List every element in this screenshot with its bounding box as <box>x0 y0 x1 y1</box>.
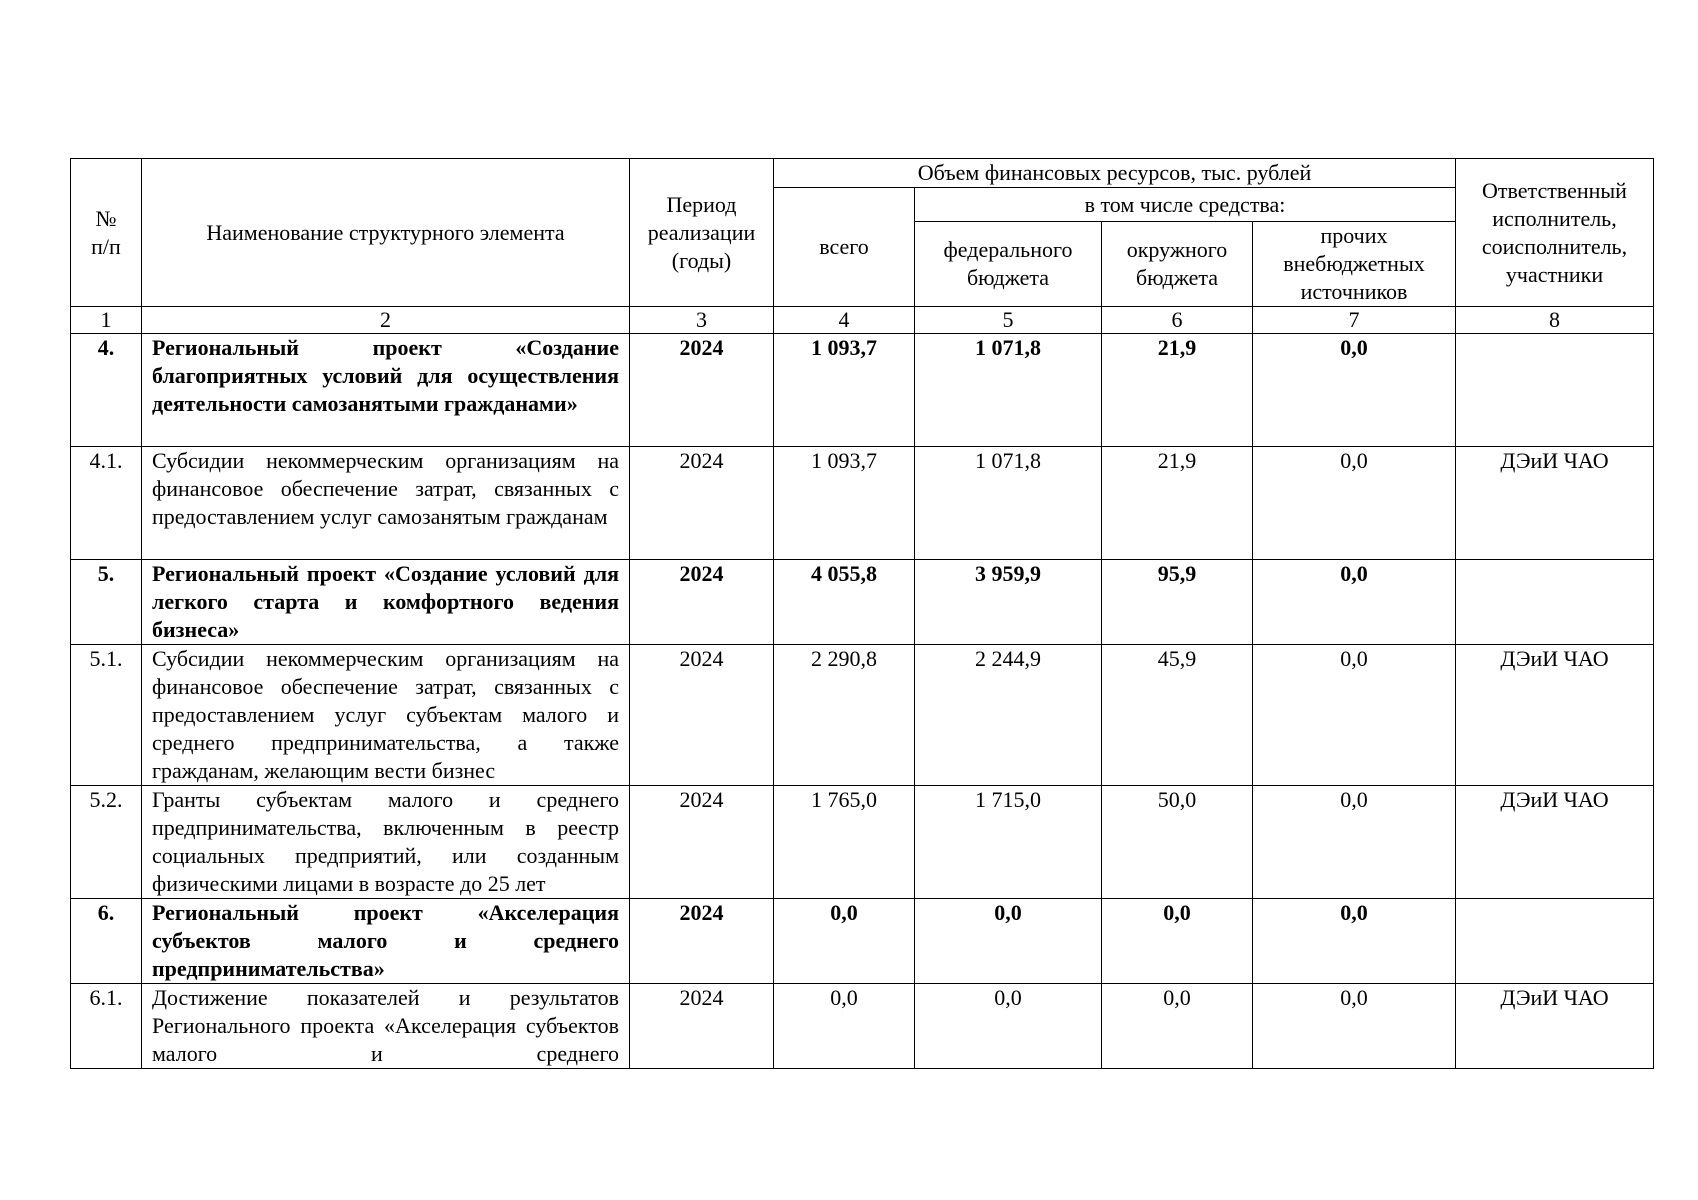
column-number: 3 <box>630 307 774 334</box>
row-number: 4.1. <box>71 447 142 560</box>
row-total: 4 055,8 <box>774 560 915 645</box>
row-responsible: ДЭиИ ЧАО <box>1456 447 1654 560</box>
row-total: 2 290,8 <box>774 645 915 786</box>
header-federal: федерального бюджета <box>915 222 1102 307</box>
row-district: 45,9 <box>1102 645 1253 786</box>
row-period: 2024 <box>630 899 774 984</box>
table-row <box>71 447 1654 560</box>
table-row <box>71 899 1654 984</box>
row-responsible: ДЭиИ ЧАО <box>1456 645 1654 786</box>
table-row <box>71 984 1654 1069</box>
row-name: Региональный проект «Акселерация субъектов малого и среднего предпринимательства» <box>142 899 630 984</box>
row-name: Субсидии некоммерческим организациям на финансовое обеспечение затрат, связанных с предоставлением услуг субъектам малого и среднего предпринимательства, а также гражданам, желающим вести бизнес <box>142 645 630 786</box>
row-federal: 2 244,9 <box>915 645 1102 786</box>
row-number: 4. <box>71 334 142 447</box>
header-total: всего <box>774 188 915 307</box>
row-federal: 1 715,0 <box>915 786 1102 899</box>
row-total: 1 765,0 <box>774 786 915 899</box>
row-responsible <box>1456 334 1654 447</box>
column-number: 1 <box>71 307 142 334</box>
column-number: 6 <box>1102 307 1253 334</box>
row-name: Субсидии некоммерческим организациям на финансовое обеспечение затрат, связанных с предоставлением услуг самозанятым гражданам <box>142 447 630 560</box>
row-district: 21,9 <box>1102 334 1253 447</box>
financing-table <box>70 158 1654 1069</box>
row-responsible: ДЭиИ ЧАО <box>1456 984 1654 1069</box>
row-responsible <box>1456 899 1654 984</box>
row-number: 6.1. <box>71 984 142 1069</box>
column-numbers-row <box>71 307 1654 334</box>
row-federal: 1 071,8 <box>915 447 1102 560</box>
row-name: Гранты субъектам малого и среднего предпринимательства, включенным в реестр социальных предприятий, или созданным физическими лицами в возрасте до 25 лет <box>142 786 630 899</box>
table-row <box>71 560 1654 645</box>
row-other: 0,0 <box>1253 786 1456 899</box>
header-period: Период реализации (годы) <box>630 159 774 307</box>
row-federal: 1 071,8 <box>915 334 1102 447</box>
row-number: 5.2. <box>71 786 142 899</box>
row-number: 5. <box>71 560 142 645</box>
column-number: 4 <box>774 307 915 334</box>
header-district: окружного бюджета <box>1102 222 1253 307</box>
row-period: 2024 <box>630 447 774 560</box>
header-no: № п/п <box>71 159 142 307</box>
row-other: 0,0 <box>1253 334 1456 447</box>
header-including: в том числе средства: <box>915 188 1456 222</box>
row-name: Региональный проект «Создание условий для легкого старта и комфортного ведения бизнеса» <box>142 560 630 645</box>
row-other: 0,0 <box>1253 984 1456 1069</box>
row-period: 2024 <box>630 786 774 899</box>
table-row <box>71 334 1654 447</box>
row-other: 0,0 <box>1253 645 1456 786</box>
row-other: 0,0 <box>1253 899 1456 984</box>
row-period: 2024 <box>630 984 774 1069</box>
table-row <box>71 645 1654 786</box>
row-total: 1 093,7 <box>774 447 915 560</box>
header-name: Наименование структурного элемента <box>142 159 630 307</box>
table-row <box>71 786 1654 899</box>
row-number: 6. <box>71 899 142 984</box>
row-name: Региональный проект «Создание благоприятных условий для осуществления деятельности самозанятыми гражданами» <box>142 334 630 447</box>
row-total: 1 093,7 <box>774 334 915 447</box>
row-district: 50,0 <box>1102 786 1253 899</box>
column-number: 8 <box>1456 307 1654 334</box>
row-period: 2024 <box>630 560 774 645</box>
row-total: 0,0 <box>774 984 915 1069</box>
row-responsible <box>1456 560 1654 645</box>
row-district: 0,0 <box>1102 984 1253 1069</box>
row-district: 21,9 <box>1102 447 1253 560</box>
row-district: 95,9 <box>1102 560 1253 645</box>
row-other: 0,0 <box>1253 560 1456 645</box>
row-number: 5.1. <box>71 645 142 786</box>
row-federal: 0,0 <box>915 984 1102 1069</box>
row-district: 0,0 <box>1102 899 1253 984</box>
row-period: 2024 <box>630 645 774 786</box>
row-responsible: ДЭиИ ЧАО <box>1456 786 1654 899</box>
header-responsible: Ответственный исполнитель, соисполнитель, участники <box>1456 159 1654 307</box>
column-number: 5 <box>915 307 1102 334</box>
header-other: прочих внебюджетных источников <box>1253 222 1456 307</box>
row-federal: 0,0 <box>915 899 1102 984</box>
row-period: 2024 <box>630 334 774 447</box>
row-federal: 3 959,9 <box>915 560 1102 645</box>
row-total: 0,0 <box>774 899 915 984</box>
row-name: Достижение показателей и результатов Регионального проекта «Акселерация субъектов малого и среднего <box>142 984 630 1069</box>
header-volume: Объем финансовых ресурсов, тыс. рублей <box>774 159 1456 188</box>
column-number: 2 <box>142 307 630 334</box>
column-number: 7 <box>1253 307 1456 334</box>
row-other: 0,0 <box>1253 447 1456 560</box>
